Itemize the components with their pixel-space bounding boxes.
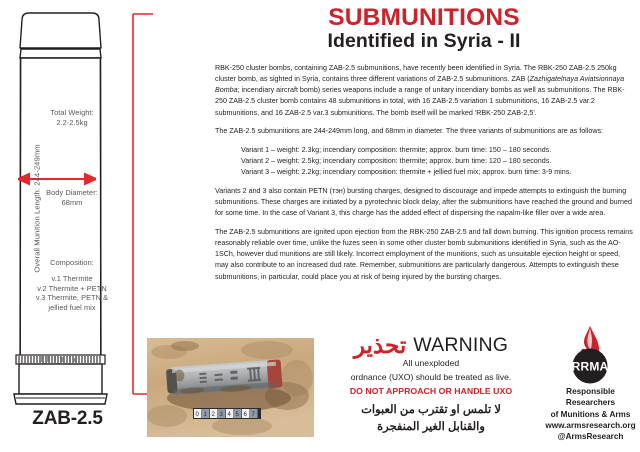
variant-item: Variant 1 – weight: 2.3kg; incendiary composition: thermite; approx. burn time: 150 – 180 seconds. (241, 145, 552, 154)
variant-item: Variant 3 – weight: 2.2kg; incendiary composition: thermite + jellied fuel mix; approx. burn time: 3-9 mins. (241, 168, 572, 177)
uxo-warning-block (322, 332, 540, 436)
paragraph-dimensions: The ZAB-2.5 submunitions are 244-249mm long, and 68mm in diameter. The three variants of submunitions are as follows: (215, 127, 604, 136)
paragraph-1-b: ; incendiary aircraft bomb) series weapons include a range of unitary incendiary bombs as well as submunitions. The RBK-250 ZAB-2.5 cluster bomb contains 48 submunitions in total, with 16 ZAB-2.5 variation 1 submunitions, 16 ZAB-2.5 var.2 submunitions, and 16 ZAB-2.5 var.3 submunitions. The bomb itself will be marked 'RBK-250 ZAB-2,5'. (215, 86, 625, 117)
paragraph-1-italic: Zazhigatelnaya Aviatsionnaya Bomba (215, 75, 625, 95)
label-body-diameter-title: Body Diameter: (46, 188, 98, 197)
warning-heading-english: WARNING (413, 334, 509, 356)
page-subtitle: Identified in Syria - II (327, 30, 521, 52)
rrma-logo-graphic (543, 326, 638, 384)
warning-danger-line: DO NOT APPROACH OR HANDLE UXO (349, 386, 513, 397)
paragraph-1-a: RBK-250 cluster bombs, containing ZAB-2.5 submunitions, have recently been identified in Syria. The RBK-250 ZAB-2.5 250kg cluster bomb, as sighted in Syria, contains three different variations of ZAB-2.5 submunitions. ZAB ( (215, 64, 617, 84)
label-total-weight-value: 2.2-2.5kg (56, 117, 88, 127)
warning-arabic-line-1: لا تلمس او تقترب من العبوات (361, 404, 501, 417)
svg-text:3: 3 (219, 412, 223, 418)
rrma-logo (543, 326, 638, 384)
variant-list (215, 145, 635, 178)
org-website[interactable]: www.armsresearch.org (545, 420, 636, 430)
svg-text:4: 4 (227, 412, 231, 418)
paragraph-overview (215, 63, 635, 119)
org-line-2: of Munitions & Arms (550, 409, 631, 419)
org-social-handle[interactable]: @ArmsResearch (557, 432, 624, 442)
svg-text:0: 0 (195, 412, 199, 418)
label-composition (12, 258, 132, 313)
body-diameter-arrow (18, 172, 96, 186)
variant-item: Variant 2 – weight: 2.5kg; incendiary composition: thermite; approx. burn time: 120 – 180 seconds. (241, 157, 552, 166)
warning-arabic-line-2: والقنابل الغير المنفجرة (377, 420, 485, 433)
munition-designation: ZAB-2.5 (32, 408, 103, 429)
label-body-diameter-value: 68mm (61, 197, 83, 207)
composition-line-2: v.2 Thermite + PETN (37, 283, 107, 293)
composition-line-3: v.3 Thermite, PETN & (35, 293, 109, 303)
warning-line-2: ordnance (UXO) should be treated as live. (350, 371, 512, 382)
composition-line-4: jellied fuel mix (48, 303, 96, 313)
svg-text:1: 1 (203, 412, 207, 418)
org-line-1: Responsible Researchers (565, 387, 616, 408)
overall-length-label: Overall Munition Length: 244-249mm (32, 144, 42, 273)
composition-line-1: v.1 Thermite (51, 273, 93, 283)
tail-band (16, 355, 105, 364)
warning-line-1: All unexploded (402, 358, 460, 368)
content-panel (195, 0, 640, 452)
svg-text:6: 6 (243, 412, 247, 418)
paragraph-petn: Variants 2 and 3 also contain PETN (тэн) bursting charges, designed to discourage and impede attempts to extinguish the burning submunitions. These charges are initiated by a pyrotechnic block delay, after the submunitions have reached the ground and burned for some time. In the case of Variant 3, this charge has the added effect of dispersing the napalm-like filler over a wide area. (215, 186, 632, 218)
svg-text:2: 2 (211, 412, 215, 418)
page-title: SUBMUNITIONS (328, 4, 520, 31)
warning-heading-row (322, 332, 540, 356)
warning-heading-arabic: تحذير (353, 332, 407, 358)
svg-text:5: 5 (235, 412, 239, 418)
label-total-weight (12, 108, 132, 128)
logo-mark-text: RRMA (571, 359, 609, 374)
rrma-org-text (543, 386, 638, 443)
label-composition-title: Composition: (50, 258, 94, 267)
paragraph-ignition: The ZAB-2.5 submunitions are ignited upon ejection from the RBK-250 ZAB-2.5 and fall down burning. This ignition process remains reasonably reliable over time, unlike the fuzes seen in some other cluster bomb submunitions identified in Syria, such as the AO-1SCh, however dud munitions are still likely. Incorrect employment of the munitions, such as unsuitable ejection height or speed, may also contribute to an increased dud rate. Remember, submunitions are particularly dangerous. Attempts to extinguish these submunitions, in particular, could place you at risk of being injured by the bursting charges. (215, 227, 633, 281)
photo-graphic (147, 338, 314, 437)
svg-text:7: 7 (251, 412, 255, 418)
submunition-photograph (147, 338, 314, 437)
label-total-weight-title: Total Weight: (50, 108, 94, 117)
label-body-diameter (12, 188, 132, 208)
rrma-branding (543, 326, 638, 443)
article-body (215, 63, 635, 290)
